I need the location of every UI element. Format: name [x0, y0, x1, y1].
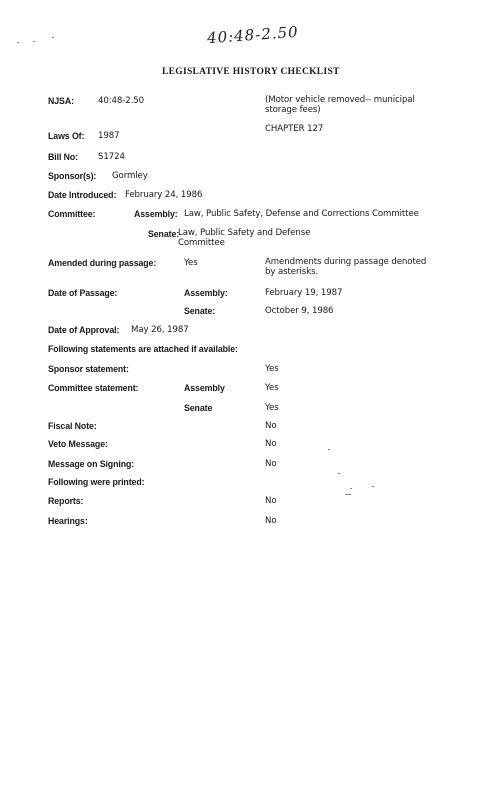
laws-of-label: Laws Of:	[48, 131, 85, 141]
passage-senate-value: October 9, 1986	[265, 306, 334, 316]
sponsor-statement-value: Yes	[265, 364, 279, 374]
passage-senate-label: Senate:	[184, 306, 216, 316]
handwritten-number: 40:48-2.50	[206, 22, 300, 48]
scan-speck	[328, 449, 330, 450]
scan-speck	[52, 37, 54, 38]
date-introduced-label: Date Introduced:	[48, 190, 117, 200]
committee-senate-label: Senate:	[148, 229, 180, 239]
message-on-signing-value: No	[265, 459, 277, 469]
committee-statement-label: Committee statement:	[48, 383, 139, 393]
fiscal-note-label: Fiscal Note:	[48, 421, 97, 431]
committee-statement-assembly-value: Yes	[265, 383, 279, 393]
njsa-description: (Motor vehicle removed-- municipal storage fees)	[265, 95, 415, 115]
committee-senate-value: Law, Public Safety and Defense Committee	[178, 228, 311, 248]
date-of-approval-value: May 26, 1987	[131, 325, 189, 335]
following-statements-heading: Following statements are attached if available:	[48, 344, 238, 354]
message-on-signing-label: Message on Signing:	[48, 459, 135, 469]
bill-no-label: Bill No:	[48, 152, 78, 162]
committee-label: Committee:	[48, 209, 96, 219]
sponsor-statement-label: Sponsor statement:	[48, 364, 129, 374]
chapter-number: CHAPTER 127	[265, 124, 324, 134]
amended-value: Yes	[184, 258, 198, 268]
hearings-value: No	[265, 516, 277, 526]
sponsors-value: Gormley	[112, 171, 148, 181]
scan-speck	[17, 42, 19, 43]
veto-message-value: No	[265, 439, 277, 449]
laws-of-value: 1987	[98, 131, 120, 141]
committee-statement-assembly-label: Assembly	[184, 383, 225, 393]
reports-value: No	[265, 496, 277, 506]
veto-message-label: Veto Message:	[48, 439, 108, 449]
passage-assembly-label: Assembly:	[184, 288, 228, 298]
reports-label: Reports:	[48, 496, 84, 506]
committee-statement-senate-label: Senate	[184, 403, 213, 413]
amended-label: Amended during passage:	[48, 258, 157, 268]
scan-speck	[33, 41, 35, 42]
njsa-label: NJSA:	[48, 96, 74, 106]
following-printed-heading: Following were printed:	[48, 477, 145, 487]
document-title: LEGISLATIVE HISTORY CHECKLIST	[162, 67, 340, 77]
date-introduced-value: February 24, 1986	[125, 190, 203, 200]
committee-assembly-label: Assembly:	[134, 209, 178, 219]
committee-assembly-value: Law, Public Safety, Defense and Corrections Committee	[184, 209, 419, 219]
njsa-value: 40:48-2.50	[98, 96, 145, 106]
scan-speck	[338, 473, 340, 474]
date-of-passage-label: Date of Passage:	[48, 288, 118, 298]
sponsors-label: Sponsor(s):	[48, 171, 97, 181]
fiscal-note-value: No	[265, 421, 277, 431]
date-of-approval-label: Date of Approval:	[48, 325, 120, 335]
hearings-label: Hearings:	[48, 516, 88, 526]
scan-speck	[345, 494, 351, 495]
amended-note: Amendments during passage denoted by asterisks.	[265, 257, 427, 277]
passage-assembly-value: February 19, 1987	[265, 288, 343, 298]
scan-speck	[372, 486, 374, 487]
scan-speck	[350, 488, 352, 489]
committee-statement-senate-value: Yes	[265, 403, 279, 413]
bill-no-value: S1724	[98, 152, 125, 162]
